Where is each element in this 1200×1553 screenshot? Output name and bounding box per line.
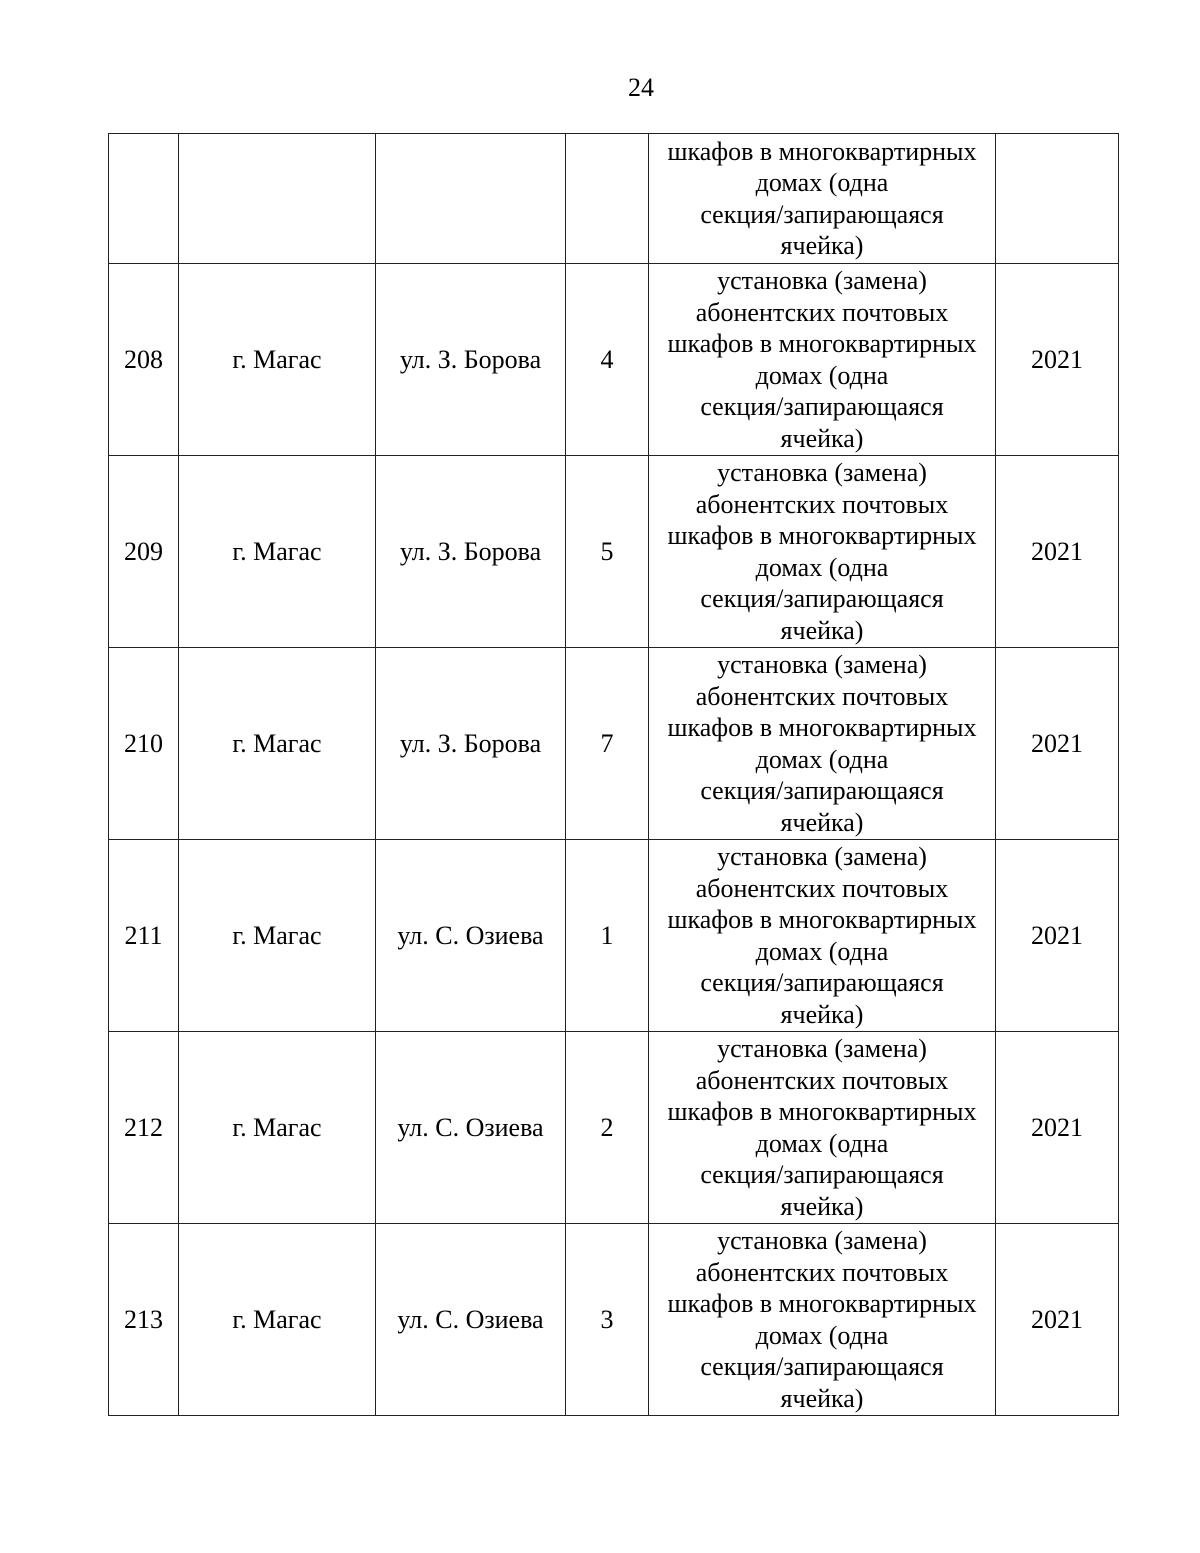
work-line: ячейка) (780, 231, 864, 260)
cell-house: 1 (566, 840, 649, 1032)
work-line: секция/запирающаяся (700, 1160, 944, 1189)
cell-street: ул. С. Озиева (376, 840, 566, 1032)
cell-work (649, 264, 996, 456)
work-line: абонентских почтовых (695, 1065, 949, 1095)
work-line: абонентских почтовых (695, 297, 949, 327)
work-line: абонентских почтовых (695, 1257, 949, 1287)
cell-street: ул. С. Озиева (376, 1032, 566, 1224)
work-line: секция/запирающаяся (700, 584, 944, 613)
cell-house: 5 (566, 456, 649, 648)
work-line: ячейка) (780, 615, 864, 645)
work-line: секция/запирающаяся (700, 392, 944, 421)
work-line: шкафов в многоквартирных (667, 136, 977, 166)
cell-street: ул. З. Борова (376, 264, 566, 456)
work-line: домах (одна (755, 744, 889, 774)
cell-house: 3 (566, 1224, 649, 1416)
cell-city: г. Магас (179, 1224, 376, 1416)
cell-num: 210 (109, 648, 179, 840)
cell-year: 2021 (996, 1032, 1119, 1224)
cell-num: 209 (109, 456, 179, 648)
cell-street (376, 134, 566, 264)
work-line: абонентских почтовых (695, 873, 949, 903)
cell-city: г. Магас (179, 264, 376, 456)
cell-year (996, 134, 1119, 264)
cell-year: 2021 (996, 840, 1119, 1032)
work-line: домах (одна (755, 936, 889, 966)
work-line: домах (одна (755, 168, 889, 197)
cell-street: ул. С. Озиева (376, 1224, 566, 1416)
cell-street: ул. З. Борова (376, 456, 566, 648)
cell-work (649, 456, 996, 648)
work-line: домах (одна (755, 1320, 889, 1350)
work-line: секция/запирающаяся (700, 1352, 944, 1381)
cell-work (649, 648, 996, 840)
cell-work (649, 1032, 996, 1224)
cell-city: г. Магас (179, 840, 376, 1032)
work-line: абонентских почтовых (695, 681, 949, 711)
work-line: шкафов в многоквартирных (667, 1097, 977, 1126)
table-body (109, 134, 1119, 1416)
table-row (109, 1224, 1119, 1416)
cell-house: 4 (566, 264, 649, 456)
cell-num: 211 (109, 840, 179, 1032)
work-line: шкафов в многоквартирных (667, 329, 977, 358)
work-line: ячейка) (780, 999, 864, 1029)
cell-city: г. Магас (179, 648, 376, 840)
work-line: абонентских почтовых (695, 489, 949, 519)
cell-num: 208 (109, 264, 179, 456)
table-row (109, 648, 1119, 840)
work-line: шкафов в многоквартирных (667, 905, 977, 934)
cell-num (109, 134, 179, 264)
cell-num: 213 (109, 1224, 179, 1416)
work-line: секция/запирающаяся (700, 199, 944, 229)
work-line: шкафов в многоквартирных (667, 713, 977, 742)
cell-street: ул. З. Борова (376, 648, 566, 840)
cell-year: 2021 (996, 1224, 1119, 1416)
work-line: секция/запирающаяся (700, 968, 944, 997)
cell-house: 2 (566, 1032, 649, 1224)
cell-work (649, 134, 996, 264)
page-number: 24 (628, 73, 654, 102)
table-row (109, 264, 1119, 456)
cell-work (649, 1224, 996, 1416)
work-line: установка (замена) (717, 1034, 927, 1063)
work-line: установка (замена) (717, 650, 927, 679)
table-row (109, 840, 1119, 1032)
cell-house: 7 (566, 648, 649, 840)
registry-table (108, 133, 1119, 1416)
cell-year: 2021 (996, 264, 1119, 456)
work-line: установка (замена) (717, 1226, 927, 1255)
work-line: домах (одна (755, 552, 889, 582)
work-line: ячейка) (780, 423, 864, 453)
work-line: домах (одна (755, 360, 889, 390)
table-row (109, 456, 1119, 648)
work-line: секция/запирающаяся (700, 776, 944, 805)
cell-city: г. Магас (179, 456, 376, 648)
cell-year: 2021 (996, 648, 1119, 840)
work-line: установка (замена) (717, 266, 927, 295)
table-row (109, 1032, 1119, 1224)
cell-year: 2021 (996, 456, 1119, 648)
cell-num: 212 (109, 1032, 179, 1224)
work-line: шкафов в многоквартирных (667, 1289, 977, 1318)
work-line: шкафов в многоквартирных (667, 521, 977, 550)
cell-work (649, 840, 996, 1032)
work-line: ячейка) (780, 807, 864, 837)
cell-city: г. Магас (179, 1032, 376, 1224)
continuation-row (109, 134, 1119, 264)
work-line: установка (замена) (717, 842, 927, 871)
work-line: домах (одна (755, 1128, 889, 1158)
work-line: установка (замена) (717, 458, 927, 487)
work-line: ячейка) (780, 1383, 864, 1413)
cell-city (179, 134, 376, 264)
work-line: ячейка) (780, 1191, 864, 1221)
cell-house (566, 134, 649, 264)
